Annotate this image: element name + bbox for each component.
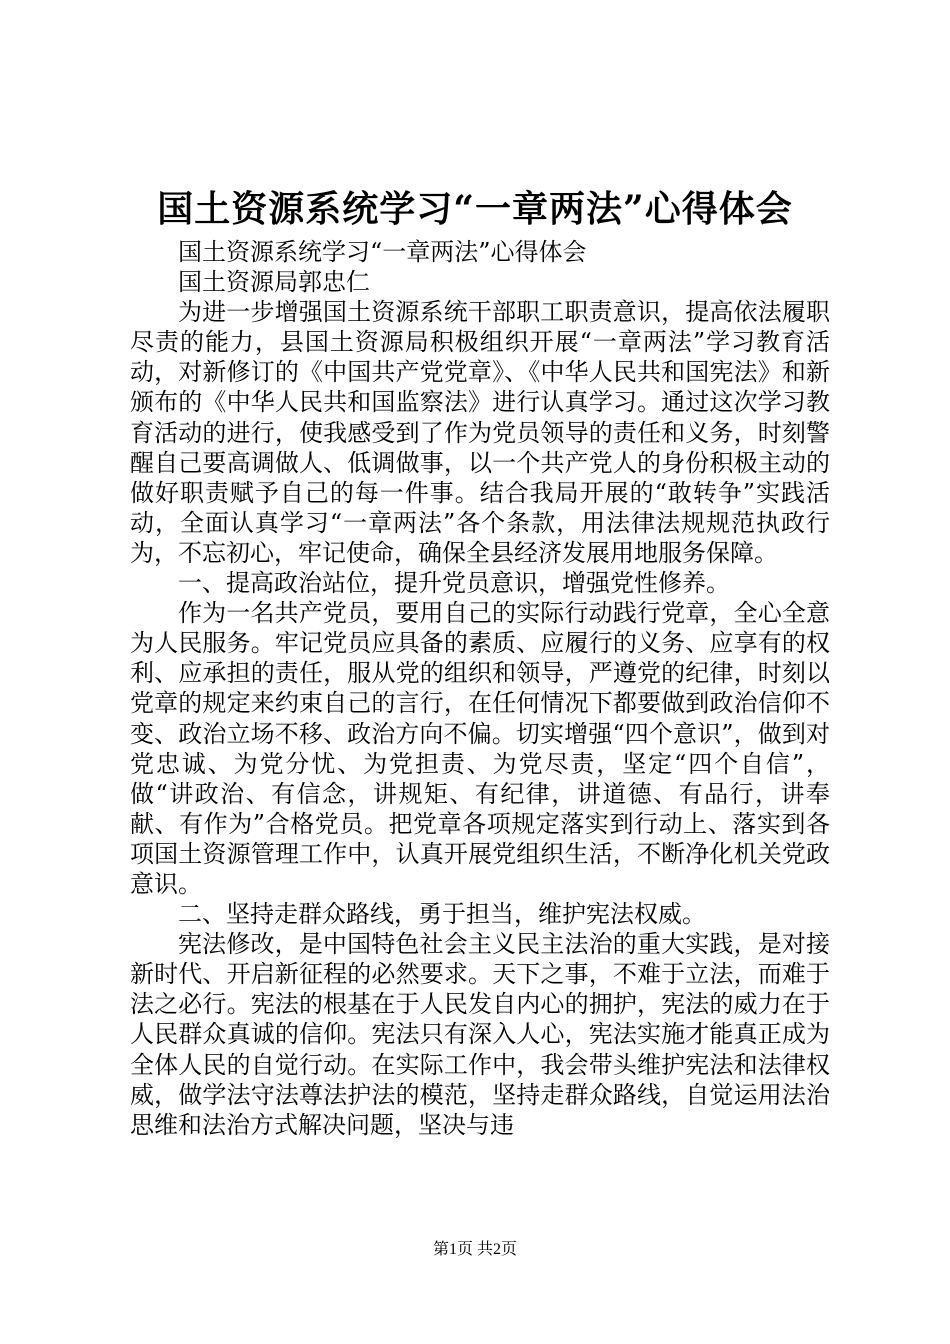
author-paragraph: 国土资源局郭忠仁 — [178, 268, 370, 297]
section-paragraph-1: 作为一名共产党员，要用自己的实际行动践行党章，全心全意为人民服务。牢记党员应具备的素质、应履行的义务、应享有的权利、应承担的责任，服从党的组织和领导，严遵党的纪律，时刻以党章的规定来约束自己的言行，在任何情况下都要做到政治信仰不变、政治立场不移、政治方向不偏。切实增强“四个意识”，做到对党忠诚、为党分忧、为党担责、为党尽责，坚定“四个自信”，做“讲政治、有信念，讲规矩、有纪律，讲道德、有品行，讲奉献、有作为”合格党员。把党章各项规定落实到行动上、落实到各项国土资源管理工作中，认真开展党组织生活，不断净化机关党政意识。 — [130, 599, 830, 898]
document-title: 国土资源系统学习“一章两法”心得体会 — [157, 188, 793, 230]
section-heading-1: 一、提高政治站位，提升党员意识，增强党性修养。 — [178, 569, 730, 598]
page-footer: 第1页 共2页 — [432, 1241, 517, 1258]
subtitle-paragraph: 国土资源系统学习“一章两法”心得体会 — [178, 238, 587, 266]
intro-paragraph: 为进一步增强国土资源系统干部职工职责意识，提高依法履职尽责的能力，县国土资源局积极组织开展“一章两法”学习教育活动，对新修订的《中国共产党党章》、《中华人民共和国宪法》和新颁布的《中华人民共和国监察法》进行认真学习。通过这次学习教育活动的进行，使我感受到了作为党员领导的责任和义务，时刻警醒自己要高调做人、低调做事，以一个共产党人的身份积极主动的做好职责赋予自己的每一件事。结合我局开展的“敢转争”实践活动，全面认真学习“一章两法”各个条款，用法律法规规范执政行为，不忘初心，牢记使命，确保全县经济发展用地服务保障。 — [130, 298, 830, 567]
section-paragraph-2: 宪法修改，是中国特色社会主义民主法治的重大实践，是对接新时代、开启新征程的必然要求。天下之事，不难于立法，而难于法之必行。宪法的根基在于人民发自内心的拥护，宪法的威力在于人民群众真诚的信仰。宪法只有深入人心，宪法实施才能真正成为全体人民的自觉行动。在实际工作中，我会带头维护宪法和法律权威，做学法守法尊法护法的模范，坚持走群众路线，自觉运用法治思维和法治方式解决问题，坚决与违 — [130, 930, 830, 1139]
document-body — [130, 237, 830, 1140]
section-heading-2: 二、坚持走群众路线，勇于担当，维护宪法权威。 — [178, 900, 706, 929]
